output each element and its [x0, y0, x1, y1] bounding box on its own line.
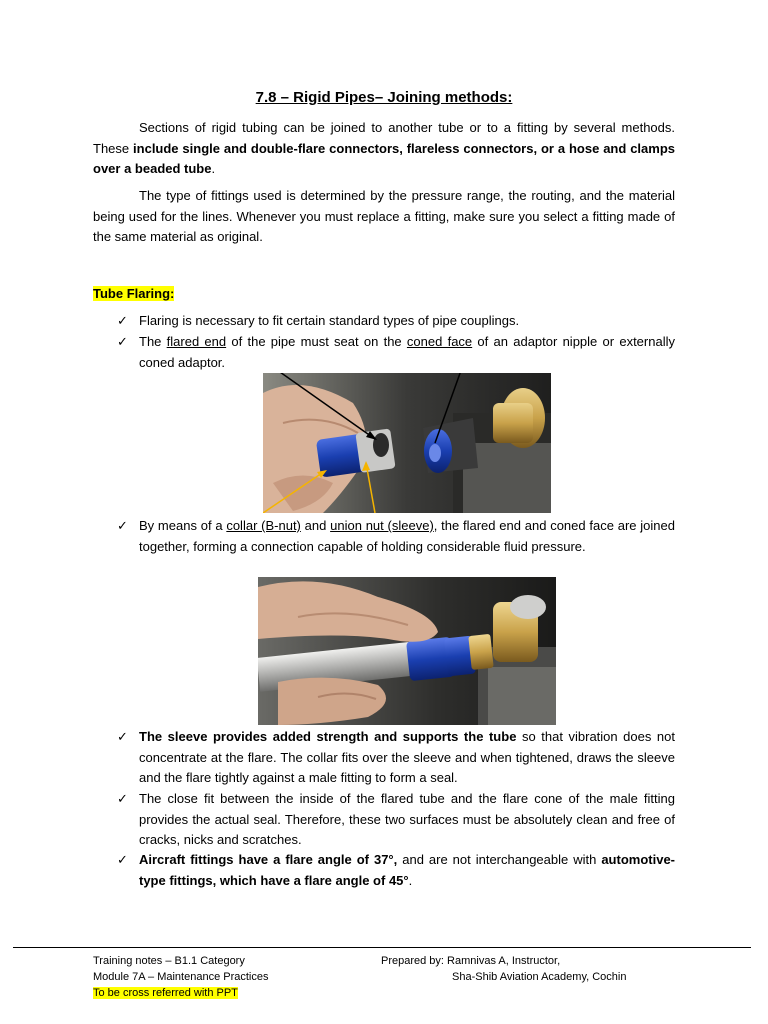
check-icon: ✓ — [117, 852, 128, 867]
bullet-collar-union: ✓ By means of a collar (B-nut) and union nut (sleeve), the flared end and coned face are joined together, forming a connection capable of holding considerable fluid pressure. — [117, 518, 675, 554]
check-icon: ✓ — [117, 313, 128, 328]
check-icon: ✓ — [117, 334, 128, 349]
photo-flare-fitting-assembled — [258, 577, 556, 725]
bullet-sleeve-strength: ✓ The sleeve provides added strength and supports the tube so that vibration does not concentrate at the flare. The collar fits over the sleeve and when tightened, draws the sleeve and the flare tightly against a male fitting to form a seal. — [117, 729, 675, 785]
footer-training-notes: Training notes – B1.1 Category — [93, 955, 245, 967]
check-icon: ✓ — [117, 791, 128, 806]
bullet-close-fit: ✓ The close fit between the inside of the flared tube and the flare cone of the male fitting provides the actual seal. Therefore, these two surfaces must be absolutely clean and free of cracks, nicks and scratches. — [117, 791, 675, 847]
check-icon: ✓ — [117, 729, 128, 744]
fittings-paragraph: The type of fittings used is determined by the pressure range, the routing, and the material being used for the lines. Whenever you must replace a fitting, make sure you select a fitting made of the same material as original. — [93, 188, 675, 244]
intro-paragraph: Sections of rigid tubing can be joined to another tube or to a fitting by several methods. These include single and double-flare connectors, flareless connectors, or a hose and clamps over a beaded tube. — [93, 120, 675, 176]
check-icon: ✓ — [117, 518, 128, 533]
footer-left — [93, 953, 269, 1001]
footer-cross-reference: To be cross referred with PPT — [93, 987, 238, 999]
photo-flare-fitting-disassembled — [263, 373, 551, 513]
bullet-flare-angle: ✓ Aircraft fittings have a flare angle of 37°, and are not interchangeable with automotive-type fittings, which have a flare angle of 45°. — [117, 852, 675, 888]
footer-module: Module 7A – Maintenance Practices — [93, 971, 269, 983]
bullet-flared-end: ✓ The flared end of the pipe must seat on the coned face of an adaptor nipple or externally coned adaptor. — [117, 334, 675, 370]
section-heading: Tube Flaring: — [93, 286, 175, 301]
page-title: 7.8 – Rigid Pipes– Joining methods: — [255, 89, 513, 106]
footer-prepared-by: Prepared by: Ramnivas A, Instructor, — [381, 955, 561, 967]
footer-divider — [13, 947, 751, 948]
bullet-flaring-necessary: ✓ Flaring is necessary to fit certain standard types of pipe couplings. — [117, 311, 675, 332]
footer-academy: Sha-Shib Aviation Academy, Cochin — [452, 971, 627, 983]
